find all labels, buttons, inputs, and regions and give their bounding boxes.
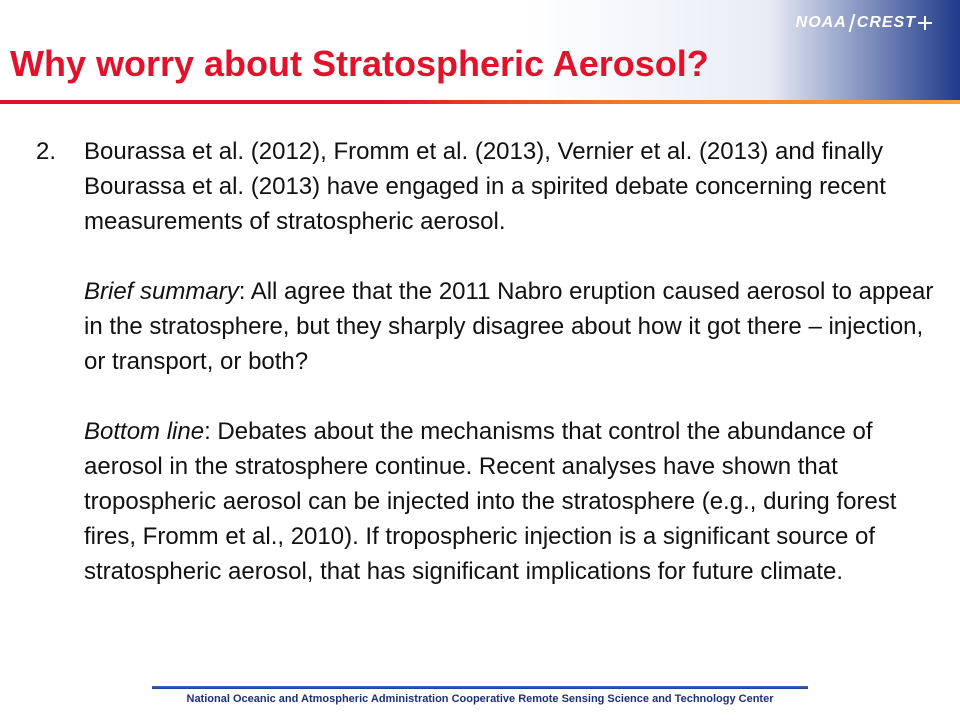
logo-crest-text: CREST — [856, 14, 916, 31]
footer-rule — [152, 686, 808, 689]
list-item-number: 2. — [36, 138, 57, 165]
noaa-crest-logo — [796, 14, 932, 32]
paragraph-brief-summary — [84, 274, 946, 379]
brief-summary-label: Brief summary — [84, 278, 239, 305]
bottom-line-text: : Debates about the mechanisms that control the abundance of aerosol in the stratosphere continue. Recent analyses have shown that tropospheric aerosol can be injected into the stratosphere (e.g., during forest fires, Fromm et al., 2010). If tropospheric injection is a significant source of stratospheric aerosol, that has significant implications for future climate. — [84, 418, 897, 585]
footer-text: National Oceanic and Atmospheric Administration Cooperative Remote Sensing Science and Technology Center — [186, 693, 774, 705]
list-item — [36, 134, 946, 589]
bottom-line-label: Bottom line — [84, 418, 205, 445]
logo-separator — [848, 14, 855, 32]
list-item-body — [84, 134, 946, 589]
title-underline — [0, 100, 960, 104]
paragraph-debate: Bourassa et al. (2012), Fromm et al. (2013), Vernier et al. (2013) and finally Bourassa et al. (2013) have engaged in a spirited debate concerning recent measurements of stratospheric aerosol. — [84, 138, 886, 235]
brief-summary-text: : All agree that the 2011 Nabro eruption caused aerosol to appear in the stratosphere, but they sharply disagree about how it got there – injection, or transport, or both? — [84, 278, 934, 375]
slide-title: Why worry about Stratospheric Aerosol? — [10, 43, 709, 84]
slide-content — [36, 134, 946, 589]
logo-noaa-text: NOAA — [795, 14, 847, 31]
paragraph-bottom-line — [84, 414, 946, 589]
logo-star-icon — [918, 16, 932, 30]
